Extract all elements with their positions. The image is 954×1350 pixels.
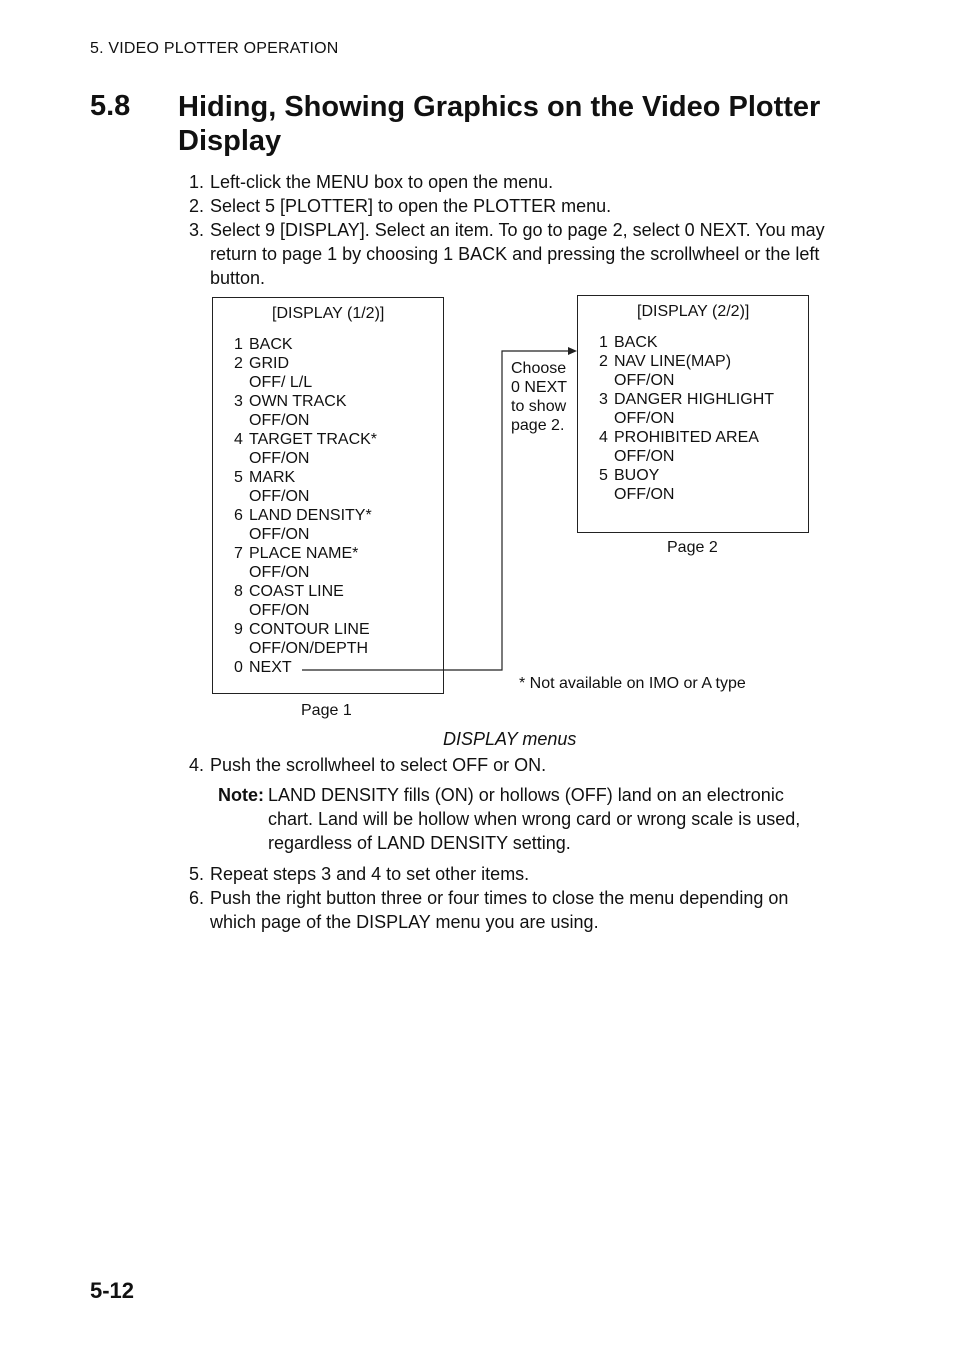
figure-caption: DISPLAY menus [443, 729, 577, 749]
running-head: 5. VIDEO PLOTTER OPERATION [90, 40, 339, 57]
step-text-line: return to page 1 by choosing 1 BACK and pressing the scrollwheel or the left [210, 244, 820, 264]
menu-item-number: 8 [234, 583, 243, 600]
menu-item-label: NEXT [249, 659, 292, 676]
menu-item-label: CONTOUR LINE [249, 621, 370, 638]
menu-item-label: LAND DENSITY* [249, 507, 372, 524]
menu-item-number: 3 [599, 391, 608, 408]
menu-title: [DISPLAY (1/2)] [272, 305, 385, 322]
menu-item-label: OWN TRACK [249, 393, 347, 410]
menu-page-2 [577, 295, 809, 533]
step-6 [180, 886, 860, 934]
menu-item-number: 4 [599, 429, 608, 446]
step-number: 5. [188, 864, 204, 884]
menu-item-number: 5 [234, 469, 243, 486]
step-text: Repeat steps 3 and 4 to set other items. [210, 864, 530, 884]
menu-item-label: MARK [249, 469, 296, 486]
menu-item-label: BACK [614, 334, 658, 351]
menu-item-options: OFF/ON [614, 372, 675, 389]
menu-item-options: OFF/ON [249, 526, 310, 543]
note-label: Note: [218, 785, 264, 805]
menu-item-number: 7 [234, 545, 243, 562]
step-text-line: Select 9 [DISPLAY]. Select an item. To go to page 2, select 0 NEXT. You may [210, 220, 825, 240]
footnote: * Not available on IMO or A type [519, 675, 746, 692]
step-text: Push the scrollwheel to select OFF or ON. [210, 755, 547, 775]
step-text: Left-click the MENU box to open the menu. [210, 172, 554, 192]
menu-item-options: OFF/ON [249, 564, 310, 581]
menu-item-options: OFF/ON [249, 602, 310, 619]
menu-item-number: 1 [234, 336, 243, 353]
menu-item-label: DANGER HIGHLIGHT [614, 391, 775, 408]
menu-item-label: TARGET TRACK* [249, 431, 378, 448]
section-title-line-1: Hiding, Showing Graphics on the Video Plotter [178, 91, 821, 123]
menu-item-options: OFF/ON [249, 450, 310, 467]
step-number: 4. [188, 755, 204, 775]
step-number: 1. [188, 172, 204, 192]
step-number: 6. [188, 888, 204, 908]
menu-item-options: OFF/ON [249, 488, 310, 505]
callout-line: page 2. [511, 417, 565, 434]
menu-item-number: 2 [234, 355, 243, 372]
menu-item-number: 6 [234, 507, 243, 524]
menu-item-options: OFF/ON [614, 410, 675, 427]
note [218, 783, 858, 855]
menu-item-label: COAST LINE [249, 583, 344, 600]
page-number: 5-12 [90, 1278, 135, 1303]
menu-item-label: PLACE NAME* [249, 545, 359, 562]
callout-line: 0 NEXT [511, 379, 568, 396]
menu-item-number: 5 [599, 467, 608, 484]
callout-line: Choose [511, 360, 567, 377]
menu-item-number: 2 [599, 353, 608, 370]
menu-item-label: BACK [249, 336, 293, 353]
menu-item-number: 3 [234, 393, 243, 410]
menu-item-options: OFF/ON [249, 412, 310, 429]
menu-item-number: 4 [234, 431, 243, 448]
menu-item-options: OFF/ON [614, 448, 675, 465]
menu-page-1 [212, 297, 444, 694]
note-line: chart. Land will be hollow when wrong card or wrong scale is used, [268, 809, 801, 829]
note-line: regardless of LAND DENSITY setting. [268, 833, 571, 853]
step-number: 2. [188, 196, 204, 216]
step-text-line: button. [210, 268, 266, 288]
section-title-line-2: Display [178, 125, 282, 157]
menu-item-number: 1 [599, 334, 608, 351]
menu-item-options: OFF/ON/DEPTH [249, 640, 369, 657]
menu-item-label: BUOY [614, 467, 660, 484]
menu-item-options: OFF/ L/L [249, 374, 313, 391]
menu-item-label: NAV LINE(MAP) [614, 353, 732, 370]
menu-item-options: OFF/ON [614, 486, 675, 503]
note-line: LAND DENSITY fills (ON) or hollows (OFF) land on an electronic [268, 785, 784, 805]
menu-item-number: 9 [234, 621, 243, 638]
menu-title: [DISPLAY (2/2)] [637, 303, 750, 320]
menu-item-number: 0 [234, 659, 243, 676]
step-text: Select 5 [PLOTTER] to open the PLOTTER menu. [210, 196, 612, 216]
callout-line: to show [511, 398, 567, 415]
page-2-caption: Page 2 [667, 539, 718, 556]
step-number: 3. [188, 220, 204, 240]
menu-item-label: GRID [249, 355, 289, 372]
step-text-line: which page of the DISPLAY menu you are using. [210, 912, 599, 932]
step-text-line: Push the right button three or four times to close the menu depending on [210, 888, 789, 908]
section-number: 5.8 [90, 90, 131, 122]
page-1-caption: Page 1 [301, 702, 352, 719]
menu-item-label: PROHIBITED AREA [614, 429, 759, 446]
